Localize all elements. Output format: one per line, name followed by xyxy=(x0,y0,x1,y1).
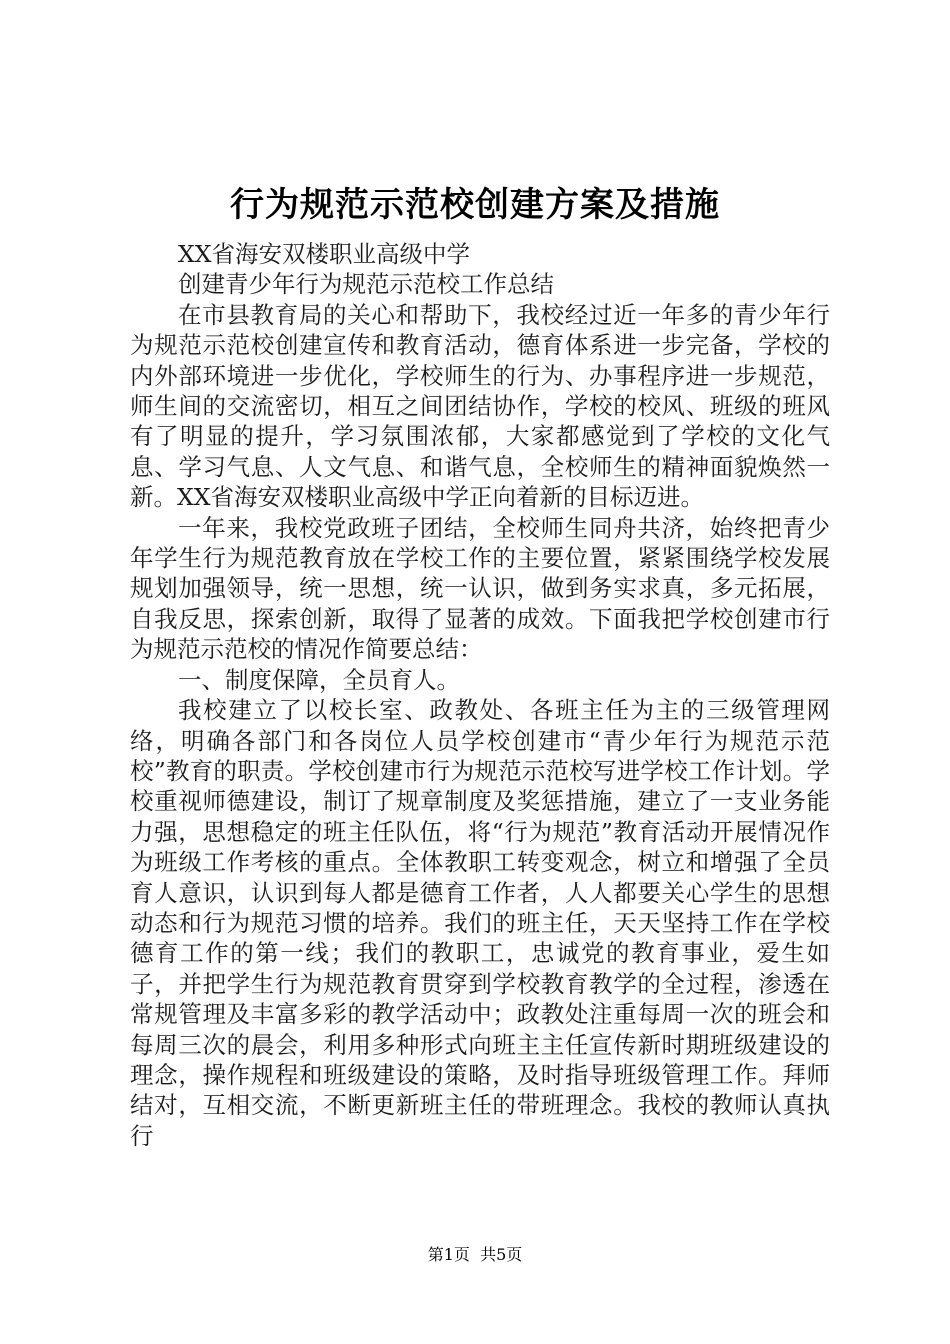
body-paragraph: 我校建立了以校长室、政教处、各班主任为主的三级管理网络，明确各部门和各岗位人员学校创建市“青少年行为规范示范校”教育的职责。学校创建市行为规范示范校写进学校工作计划。学校重视师德建设，制订了规章制度及奖惩措施，建立了一支业务能力强，思想稳定的班主任队伍，将“行为规范”教育活动开展情况作为班级工作考核的重点。全体教职工转变观念，树立和增强了全员育人意识，认识到每人都是德育工作者，人人都要关心学生的思想动态和行为规范习惯的培养。我们的班主任，天天坚持工作在学校德育工作的第一线；我们的教职工，忠诚党的教育事业，爱生如子，并把学生行为规范教育贯穿到学校教育教学的全过程，渗透在常规管理及丰富多彩的教学活动中；政教处注重每周一次的班会和每周三次的晨会，利用多种形式向班主主任宣传新时期班级建设的理念，操作规程和班级建设的策略，及时指导班级管理工作。拜师结对，互相交流，不断更新班主任的带班理念。我校的教师认真执行 xyxy=(130,696,830,1150)
school-name-line: XX省海安双楼职业高级中学 xyxy=(178,240,470,268)
body-paragraph: 一年来，我校党政班子团结，全校师生同舟共济，始终把青少年学生行为规范教育放在学校工作的主要位置，紧紧围绕学校发展规划加强领导，统一思想，统一认识，做到务实求真，多元拓展，自我反思，探索创新，取得了显著的成效。下面我把学校创建市行为规范示范校的情况作简要总结： xyxy=(130,513,830,664)
document-body xyxy=(130,239,830,1151)
section-heading: 一、制度保障，全员育人。 xyxy=(178,665,460,694)
page-total: 共5页 xyxy=(480,1245,523,1264)
subtitle-line: 创建青少年行为规范示范校工作总结 xyxy=(178,270,554,299)
page-footer xyxy=(0,1244,950,1266)
page-number: 第1页 xyxy=(427,1245,470,1264)
document-title: 行为规范示范校创建方案及措施 xyxy=(230,185,720,225)
body-paragraph: 在市县教育局的关心和帮助下，我校经过近一年多的青少年行为规范示范校创建宣传和教育活动，德育体系进一步完备，学校的内外部环境进一步优化，学校师生的行为、办事程序进一步规范，师生间的交流密切，相互之间团结协作，学校的校风、班级的班风有了明显的提升，学习氛围浓郁，大家都感觉到了学校的文化气息、学习气息、人文气息、和谐气息，全校师生的精神面貌焕然一新。XX省海安双楼职业高级中学正向着新的目标迈进。 xyxy=(130,300,830,512)
